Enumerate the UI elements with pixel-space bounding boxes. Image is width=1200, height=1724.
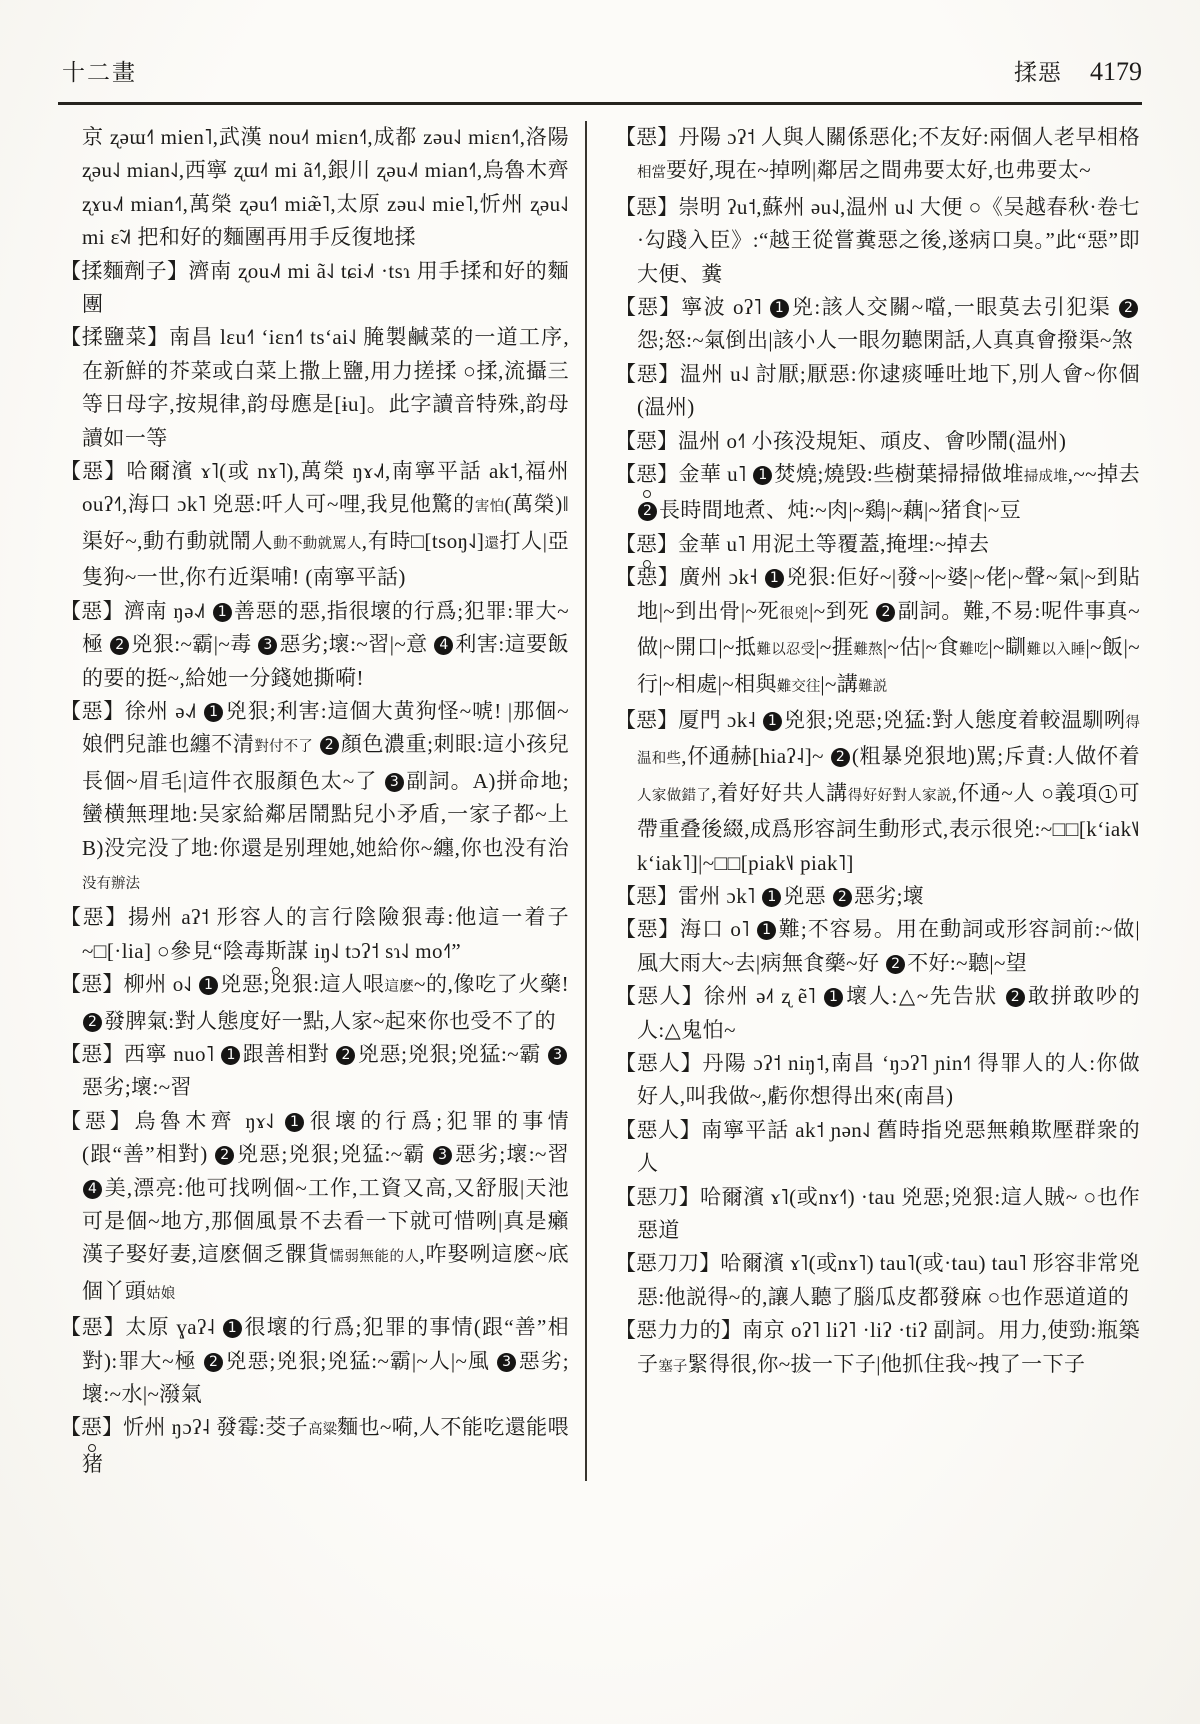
dictionary-entry: 【惡】金華 u˥ 1 焚燒;燒毁:些樹葉掃掃做堆掃成堆,~~掉去 2 長時間地煮、炖:~肉|~鷄|~藕|~猪食|~豆 (615, 458, 1140, 528)
sense-number-icon: 1 (762, 888, 781, 907)
dictionary-entry: 【惡】柳州 o˨˩ 1 兇惡;兇狠:這人哏這麽~的,像吃了火藥! 2 發脾氣:對人態度好一點,人家~起來你也受不了的 (60, 972, 570, 1033)
small-gloss-text: 難説 (858, 678, 888, 695)
entry-headword: 【惡】 (615, 194, 679, 219)
sense-number-icon: 2 (204, 1353, 223, 1372)
dictionary-entry: 【惡】哈爾濱 ɤ˥(或 nɤ˥),萬榮 ŋɤ˨˩˦,南寧平話 ak˦,福州 ouʔ˧˥,海口 ɔk˥ 兇惡:吀人可~哩,我見他驚的害怕(萬榮)‖渠好~,動冇動就鬧人動不動就罵人,有時□[tsoŋ˨˩]還打人|亞隻狗~一世,你冇近渠哺! (南寧平話) (60, 459, 570, 590)
sense-number-icon: 2 (83, 1013, 102, 1032)
sense-number-icon: 2 (215, 1146, 234, 1165)
entry-headword: 【惡力力的】 (615, 1318, 743, 1343)
headword-ring-diacritic: 惡 (636, 528, 657, 561)
text-columns (60, 121, 1140, 1481)
dictionary-entry: 【惡人】徐州 ə˨˦ ʐ ẽ˥ 1 壞人:△~先告狀 2 敢拼敢吵的人:△鬼怕~ (615, 984, 1140, 1042)
sense-number-icon: 3 (385, 773, 404, 792)
dictionary-entry: 【惡力力的】南京 oʔ˥ liʔ˥ ·liʔ ·tiʔ 副詞。用力,使勁:瓶築子塞子緊得很,你~拔一下子|他抓住我~拽了一下子 (615, 1318, 1140, 1376)
entry-headword: 【惡】 (60, 972, 124, 997)
sense-number-icon: 1 (204, 703, 223, 722)
entry-headword: 【惡】 (60, 905, 128, 930)
dictionary-entry: 【惡人】南寧平話 ak˦ ɲən˨˩ 舊時指兇惡無賴欺壓群衆的人 (615, 1117, 1140, 1176)
dictionary-entry: 【惡刀刀】哈爾濱 ɤ˥(或nɤ˥) tau˥(或·tau) tau˥ 形容非常兇惡:他説得~的,讓人聽了腦瓜皮都發麻 ○也作惡道道的 (615, 1251, 1140, 1309)
small-gloss-text: 這麽 (384, 979, 414, 996)
entry-headword: 【惡】 (615, 428, 678, 453)
dictionary-entry: 京 ʐəɯ˧˥ mien˥,武漢 nou˨˦ miɛn˧˥,成都 zəu˨˩ miɛn˧˥,洛陽 ʐəu˨˩ mian˨˩,西寧 ʐɯ˨˦ mi ã˧˥,銀川 ʐəu˨˩˦ mian˧˥,烏魯木齊 ʐɤu˨˩˦ mian˧˥,萬榮 ʐəu˧˥ miæ̃˥,太原 zəu˨˩ mie˥,忻州 ʐəu˨˩ mi ɛ̃˨˩˦ 把和好的麵團再用手反復地揉 (82, 125, 569, 250)
dictionary-entry: 【惡】金華 u˥ 用泥土等覆蓋,掩埋:~掉去 (615, 528, 1140, 561)
sense-number-icon: 1 (770, 299, 789, 318)
sense-number-icon: 2 (1006, 988, 1025, 1007)
ring-diacritic-char: 斯 (266, 935, 287, 968)
entry-headword: 【惡人】 (615, 984, 704, 1009)
entry-headword: 【惡】 (615, 361, 680, 386)
section-label: 十二畫 (62, 60, 137, 85)
sense-number-icon: 1 (199, 976, 218, 995)
sense-number-icon: 2 (1119, 299, 1138, 318)
guide-word: 揉惡 (1014, 60, 1062, 85)
sense-number-icon: 2 (886, 955, 905, 974)
dictionary-entry: 【惡】温州 u˨˩ 討厭;厭惡:你逮痰唾吐地下,別人會~你個(温州) (615, 361, 1140, 420)
small-gloss-text: 没有辦法 (82, 875, 140, 892)
entry-headword: 【揉鹽菜】 (60, 325, 170, 350)
dictionary-entry: 【惡】温州 o˧˥ 小孩没規矩、頑皮、會吵鬧(温州) (615, 428, 1067, 453)
entry-headword: 【惡】 (60, 1315, 126, 1340)
entry-headword: 【惡】 (615, 707, 679, 732)
dictionary-entry: 【惡】忻州 ŋɔʔ˨ 發霉:茭子高粱麵也~嗬,人不能吃還能喂猪 (60, 1411, 569, 1481)
sense-number-icon: 1 (223, 1319, 242, 1338)
dictionary-entry: 【惡刀】哈爾濱 ɤ˥(或nɤ˧˥) ·tau 兇惡;兇狠:這人賊~ ○也作惡道 (615, 1184, 1140, 1242)
dictionary-entry: 【惡】雷州 ɔk˥ 1 兇惡 2 惡劣;壞 (615, 883, 925, 908)
entry-headword: 【惡】 (60, 698, 125, 723)
sense-number-icon: 2 (833, 888, 852, 907)
small-gloss-text: 塞子 (658, 1358, 688, 1375)
entry-headword: 【惡】 (60, 1108, 135, 1133)
dictionary-entry: 【惡】寧波 oʔ˥ 1 兇:該人交關~噹,一眼莫去引犯渠 2怨;怒:~氣倒出|該小人一眼勿聽閑話,人真真會撥渠~煞 (615, 291, 1140, 358)
entry-headword: 【惡人】 (615, 1050, 703, 1075)
entry-headword: 【惡】 (615, 917, 680, 942)
small-gloss-text: 難吃 (959, 642, 989, 659)
dictionary-entry: 【惡】揚州 aʔ˦ 形容人的言行陰險狠毒:他這一着子~□[·lia] ○參見“陰毒斯謀 iŋ˨˩ tɔʔ˦ sɿ˨˩ mo˧˥” (60, 901, 569, 968)
entry-headword: 【惡】 (60, 1041, 124, 1066)
small-gloss-text: 得温和些 (637, 714, 1141, 768)
sense-number-icon: 1 (765, 569, 784, 588)
small-gloss-text: 難交往 (776, 678, 821, 695)
entry-headword: 【揉麵劑子】 (60, 258, 189, 283)
entry-headword: 【惡】 (615, 462, 678, 486)
dictionary-entry: 【惡】濟南 ŋə˨˩˦ 1 善惡的惡,指很壞的行爲;犯罪:罪大~極 2 兇狠:~霸|~毒 3 惡劣;壞:~習|~意 4 利害:這要飯的要的挺~,給她一分錢她撕嗬! (60, 598, 570, 690)
dictionary-entry: 【惡】廣州 ɔk˧ 1 兇狠:佢好~|發~|~婆|~佬|~聲~氣|~到貼地|~到出骨|~死很兇|~到死 2 副詞。難,不易:呢件事真~做|~開口|~抵難以忍受|~捱難熬|~估|~食難吃|~瞓難以入睡|~飯|~行|~相處|~相與難交往|~講難説 (615, 565, 1141, 696)
small-gloss-text: 難以入睡 (1026, 642, 1086, 659)
small-gloss-text: 難以忍受 (756, 642, 816, 659)
small-gloss-text: 姑娘 (146, 1285, 176, 1302)
headword-ring-diacritic: 惡 (81, 1411, 102, 1444)
small-gloss-text: 還 (484, 535, 500, 552)
dictionary-entry: 【惡】太原 ɣaʔ˨ 1 很壞的行爲;犯罪的事情(跟“善”相對):罪大~極 2 兇惡;兇狠;兇猛:~霸|~人|~風 3 惡劣;壞:~水|~潑氣 (60, 1315, 569, 1407)
sense-number-icon: 1 (753, 466, 772, 485)
entry-headword: 【惡人】 (615, 1117, 702, 1142)
entry-headword: 【惡】 (615, 295, 682, 320)
page-header (62, 54, 1142, 87)
dictionary-entry: 【惡】海口 o˥ 1 難;不容易。用在動詞或形容詞前:~做|風大雨大~去|病無食藥~好 2 不好:~聽|~望 (615, 917, 1140, 975)
entry-headword: 【惡】 (615, 532, 678, 556)
header-rule (58, 102, 1142, 105)
sense-number-icon: 2 (876, 603, 895, 622)
sense-number-icon: 3 (497, 1353, 516, 1372)
sense-number-icon: 2 (638, 502, 657, 521)
dictionary-entry: 【揉麵劑子】濟南 ʐou˨˩˦ mi ã˨˩ tɕi˨˩˦ ·tsɿ 用手揉和好的麵團 (60, 258, 569, 317)
dictionary-entry: 【惡】崇明 ʔu˦,蘇州 əu˨˩,温州 u˨˩ 大便 ○《吴越春秋·卷七·勾踐入臣》:“越王從嘗糞惡之後,遂病口臭。”此“惡”即大便、糞 (615, 194, 1141, 286)
sense-number-icon: 1 (213, 603, 232, 622)
dictionary-entry: 【惡人】丹陽 ɔʔ˦ niŋ˦,南昌 ʻŋɔʔ˥ ɲin˧˥ 得罪人的人:你做好人,叫我做~,虧你想得出來(南昌) (615, 1050, 1140, 1109)
small-gloss-text: 高粱 (308, 1422, 338, 1439)
left-column (60, 121, 587, 1481)
sense-number-icon: 2 (110, 636, 129, 655)
small-gloss-text: 懦弱無能的人 (329, 1249, 420, 1266)
sense-number-icon: 2 (831, 748, 850, 767)
sense-number-icon: 3 (548, 1046, 567, 1065)
dictionary-entry: 【揉鹽菜】南昌 lɛu˧˥ ʻiɛn˧˥ tsʻai˨˩ 腌製鹹菜的一道工序,在新鮮的芥菜或白菜上撒上鹽,用力搓揉 ○揉,流攝三等日母字,按規律,韵母應是[ɨu]。此字讀音特殊,韵母讀如一等 (60, 325, 570, 450)
entry-headword: 【惡刀】 (615, 1184, 700, 1209)
small-gloss-text: 害怕 (474, 499, 505, 516)
small-gloss-text: 得好好對人家説 (847, 787, 952, 804)
right-column (587, 121, 1140, 1481)
dictionary-entry: 【惡】西寧 nuo˥ 1 跟善相對 2 兇惡;兇狠;兇猛:~霸 3惡劣;壞:~習 (60, 1038, 569, 1105)
sense-number-icon: 1 (285, 1113, 304, 1132)
dictionary-entry: 【惡】丹陽 ɔʔ˦ 人與人關係惡化;不友好:兩個人老早相格相當要好,現在~掉咧|鄰居之間弗要太好,也弗要太~ (615, 125, 1140, 183)
sense-number-icon: 1 (824, 988, 843, 1007)
header-right (1014, 54, 1142, 87)
entry-headword: 【惡】 (615, 565, 680, 590)
entry-headword: 【惡刀刀】 (615, 1251, 721, 1276)
dictionary-entry: 【惡】厦門 ɔk˨ 1 兇狠;兇惡;兇猛:對人態度着較温馴咧得温和些,伓通赫[hiaʔ˨]~ 2 (粗暴兇狠地)駡;斥責:人做伓着人家做錯了,着好好共人講得好好對人家説,伓通~人 ○義項 1 可帶重叠後綴,成爲形容詞生動形式,表示很兇:~□□[kʻiak˥˩ kʻiak˥]|~□□[piak˥˩ piak˥] (615, 707, 1141, 875)
sense-number-icon: 4 (83, 1180, 102, 1199)
small-gloss-text: 動不動就罵人 (273, 535, 362, 552)
sense-number-icon: 1 (1099, 785, 1117, 803)
entry-headword: 【惡】 (60, 598, 124, 623)
sense-number-icon: 3 (258, 636, 277, 655)
entry-headword: 【惡】 (60, 459, 127, 484)
headword-ring-diacritic: 惡 (636, 458, 657, 491)
dictionary-entry: 【惡】烏魯木齊 ŋɤ˨˩ 1 很壞的行爲;犯罪的事情(跟“善”相對) 2 兇惡;兇狠;兇猛:~霸 3 惡劣;壞:~習 4 美,漂亮:他可找咧個~工作,工資又高,又舒服|天池可是個~地方,那個風景不去看一下就可惜咧|真是癩漢子娶好妻,這麽個乏髁貨懦弱無能的人,咋娶咧這麽~底個丫頭姑娘 (60, 1108, 570, 1303)
sense-number-icon: 4 (434, 636, 453, 655)
sense-number-icon: 1 (763, 712, 782, 731)
entry-headword: 【惡】 (615, 125, 679, 149)
sense-number-icon: 2 (336, 1046, 355, 1065)
small-gloss-text: 對付不了 (254, 739, 313, 756)
small-gloss-text: 很兇 (779, 605, 810, 622)
entry-headword: 【惡】 (615, 883, 678, 908)
small-gloss-text: 相當 (637, 165, 666, 182)
sense-number-icon: 1 (757, 921, 776, 940)
small-gloss-text: 掃成堆 (1023, 469, 1068, 486)
entry-headword: 【惡】 (60, 1415, 123, 1439)
page-number: 4179 (1090, 57, 1142, 86)
sense-number-icon: 1 (221, 1046, 240, 1065)
small-gloss-text: 難熬 (853, 642, 883, 659)
sense-number-icon: 3 (433, 1146, 452, 1165)
small-gloss-text: 人家做錯了 (637, 787, 712, 804)
dictionary-entry: 【惡】徐州 ə˨˩˦ 1 兇狠;利害:這個大黄狗怪~唬! |那個~娘們兒誰也纏不清對付不了 2 顏色濃重;刺眼:這小孩兒長個~眉毛|這件衣服顏色太~了 3 副詞。A)拼命地;蠻横無理地:吴家給鄰居鬧點兒小矛盾,一家子都~上 B)没完没了地:你還是别理她,她給你~纏,你也没有治没有辦法 (60, 698, 570, 892)
sense-number-icon: 2 (320, 736, 339, 755)
